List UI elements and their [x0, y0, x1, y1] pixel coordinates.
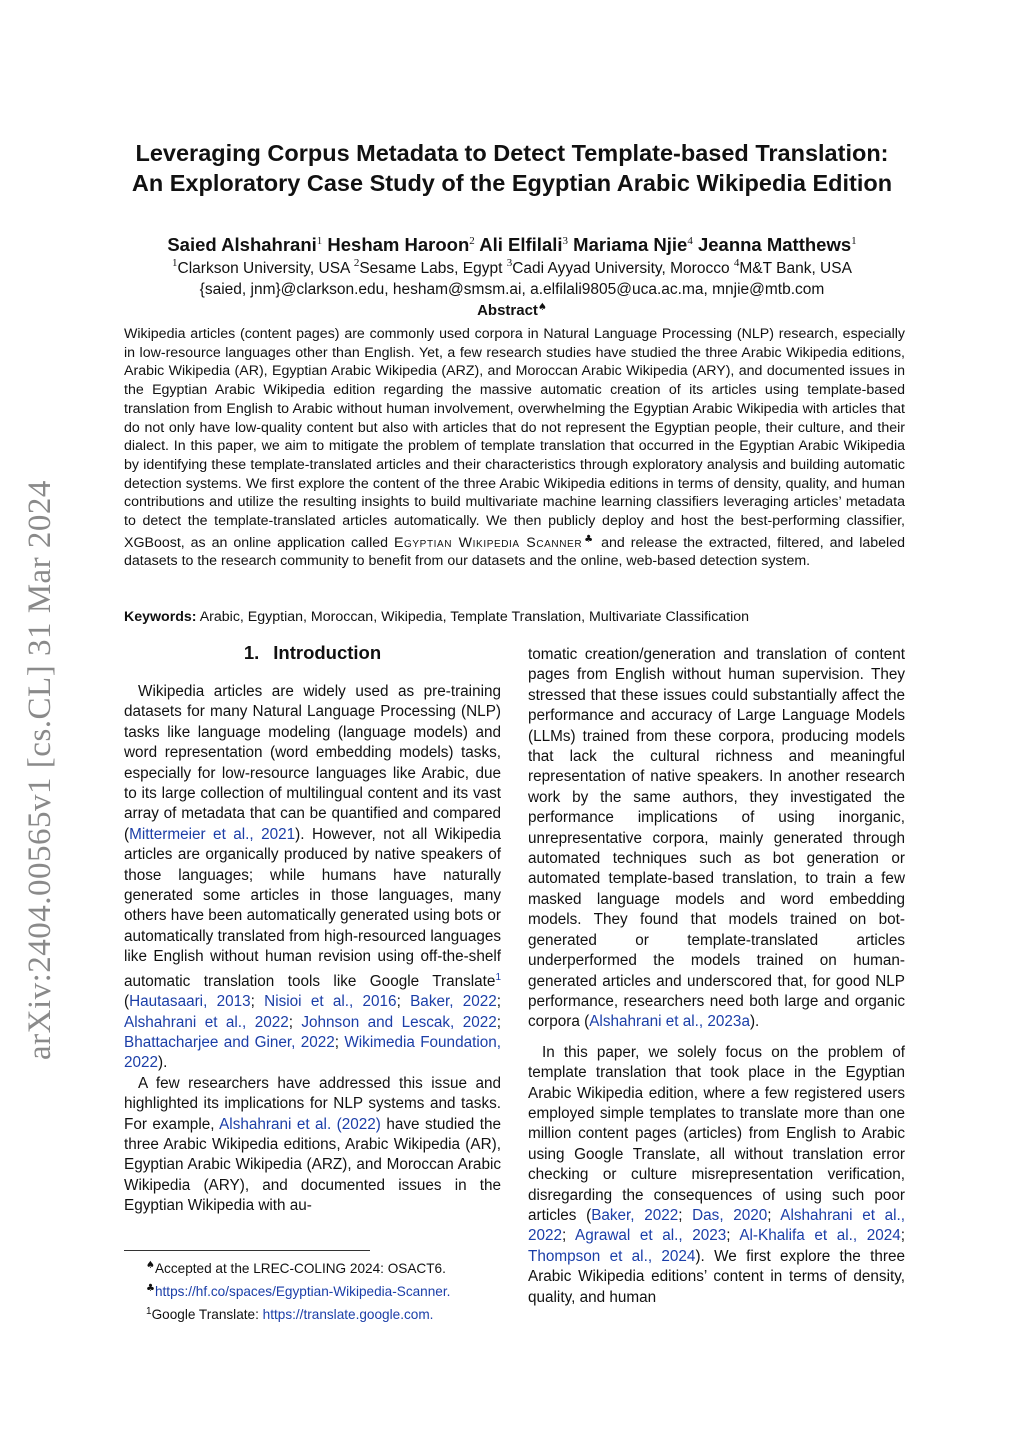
citation-link[interactable]: Al-Khalifa et al., 2024 [739, 1227, 901, 1245]
citation-link[interactable]: Agrawal et al., 2023 [575, 1227, 727, 1245]
left-column [124, 682, 501, 1217]
citation-link[interactable]: Bhattacharjee and Giner, 2022 [124, 1034, 335, 1051]
title-line-1: Leveraging Corpus Metadata to Detect Template-based Translation: [135, 140, 889, 166]
citation-link[interactable]: Johnson and Lescak, 2022 [301, 1013, 497, 1031]
section-heading: 1. Introduction [243, 642, 382, 663]
footnote: $^1$Google Translate: https://translate.google.com. [146, 1306, 434, 1322]
author: Jeanna Matthews$^1$ [697, 234, 857, 255]
citation-link[interactable]: Alshahrani et al., 2022 [528, 1206, 906, 1245]
keywords [124, 608, 905, 627]
affiliation-line: $^1$Clarkson University, USA $^2$Sesame Labs, Egypt $^3$Cadi Ayyad University, Morocco $^4$M&T Bank, USA [172, 257, 852, 277]
footnotes [124, 1256, 501, 1325]
footnote: ♣https://hf.co/spaces/Egyptian-Wikipedia-Scanner. [146, 1283, 451, 1299]
abstract-body: Wikipedia articles (content pages) are commonly used corpora in Natural Language Processing (NLP) research, especially in low-resource languages other than English. Yet, a few research studies have studied the three Arabic Wikipedia editions, Arabic Wikipedia (AR), Egyptian Arabic Wikipedia (ARZ), and Moroccan Arabic Wikipedia (ARY), and documented issues in the Egyptian Arabic Wikipedia edition regarding the massive automatic creation of its articles using template-based translation from English to Arabic without human involvement, overwhelming the Egyptian Arabic Wikipedia with articles that do not only have low-quality content but also with articles that do not represent the Egyptian people, their culture, and their dialect. In this paper, we aim to mitigate the problem of template translation that occurred in the Egyptian Arabic Wikipedia by identifying these template-translated articles and their characteristics through exploratory analysis and building automatic detection systems. We first explore the content of the three Arabic Wikipedia editions in terms of density, quality, and human contributions and utilize the resulting insights to build multivariate machine learning classifiers leveraging articles’ metadata to detect the template-translated articles automatically. We then publicly deploy and host the best-performing classifier, XGBoost, as an online application called Egyptian Wikipedia Scanner♣ and release the extracted, filtered, and labeled datasets to the research community to benefit from our datasets and the online, web-based detection system. [124, 326, 905, 570]
paragraph: Wikipedia articles are widely used as pre-training datasets for many Natural Language Processing (NLP) tasks like language modeling (language models) and word representation (word embedding models) tasks, especially for low-resource languages like Arabic, due to its large collection of multilingual content and its vast array of metadata that can be quantified and compared (Mittermeier et al., 2021). However, not all Wikipedia articles are organically produced by native speakers of those languages; while humans have naturally generated some articles in those languages, many others have been automatically generated using bots or automatically translated from high-resourced languages like English without human revision using off-the-shelf automatic translation tools like Google Translate$^1$ (Hautasaari, 2013; Nisioi et al., 2016; Baker, 2022; Alshahrani et al., 2022; Johnson and Lescak, 2022; Bhattacharjee and Giner, 2022; Wikimedia Foundation, 2022). [124, 683, 502, 1072]
author-emails: {saied, jnm}@clarkson.edu, hesham@smsm.ai, a.elfilali9805@uca.ac.ma, mnjie@mtb.com [199, 281, 825, 298]
paragraph: A few researchers have addressed this issue and highlighted its implications for NLP systems and tasks. For example, Alshahrani et al. (2022) have studied the three Arabic Wikipedia editions, Arabic Wikipedia (AR), Egyptian Arabic Wikipedia (ARZ), and Moroccan Arabic Wikipedia (ARY), and documented issues in the Egyptian Wikipedia with au- [124, 1074, 502, 1215]
citation-link[interactable]: Mittermeier et al., 2021 [129, 825, 296, 843]
arxiv-watermark: arXiv:2404.00565v1 [cs.CL] 31 Mar 2024 [22, 480, 58, 1060]
citation-link[interactable]: Das, 2020 [692, 1206, 768, 1224]
citation-link[interactable]: Wikimedia Foundation, 2022 [124, 1034, 501, 1072]
citation-link[interactable]: Baker, 2022 [591, 1206, 679, 1224]
citation-link[interactable]: Thompson et al., 2024 [528, 1247, 696, 1265]
affiliations [110, 253, 914, 300]
footnote-rule [124, 1250, 370, 1251]
footnote: ♠Accepted at the LREC-COLING 2024: OSACT6. [146, 1260, 446, 1276]
author: Mariama Njie$^4$ [573, 234, 693, 255]
footnote-link[interactable]: https://translate.google.com. [262, 1307, 434, 1322]
author: Ali Elfilali$^3$ [479, 234, 569, 255]
keywords-label: Keywords: [124, 609, 197, 625]
citation-link[interactable]: Alshahrani et al. (2022) [219, 1115, 381, 1133]
citation-link[interactable]: Hautasaari, 2013 [129, 993, 251, 1011]
app-name: Egyptian Wikipedia Scanner [393, 534, 583, 551]
citation-link[interactable]: Alshahrani et al., 2023a [589, 1013, 750, 1031]
author: Hesham Haroon$^2$ [327, 234, 475, 255]
paragraph: tomatic creation/generation and translation of content pages from English without human supervision. They stressed that these issues could substantially affect the performance and accuracy of Large Language Models (LLMs) trained from these corpora, producing models that lack the cultural richness and meaningful representation of native speakers. In another research work by the same authors, they investigated the performance implications of using inorganic, unrepresentative corpora, mainly generated through automated techniques such as bot generation or automated template-based translation, to train a few masked language models and word embedding models. They found that models trained on bot-generated or template-translated articles underperformed the models trained on human-generated articles and underscored that, for good NLP performance, researchers need both large and organic corpora (Alshahrani et al., 2023a). [528, 646, 905, 1031]
citation-link[interactable]: Nisioi et al., 2016 [264, 993, 397, 1011]
author: Saied Alshahrani$^1$ [167, 234, 323, 255]
footnote-link[interactable]: https://hf.co/spaces/Egyptian-Wikipedia-Scanner. [154, 1284, 451, 1299]
title-line-2: An Exploratory Case Study of the Egyptian Arabic Wikipedia Edition [131, 170, 893, 196]
abstract-heading: Abstract♠ [477, 302, 547, 319]
footnote-ref[interactable]: 1 [495, 971, 501, 983]
paper-title [110, 138, 914, 198]
spade-footnote-mark: ♠ [537, 302, 547, 313]
citation-link[interactable]: Alshahrani et al., 2022 [124, 1013, 289, 1031]
right-column [528, 645, 905, 1308]
paragraph: In this paper, we solely focus on the problem of template translation that took place in the Egyptian Arabic Wikipedia edition, where a few registered users employed simple templates to translate more than one million content pages (articles) from English to Arabic using Google Translate, all without translation error checking or culture misrepresentation verification, disregarding the consequences of using such poor articles (Baker, 2022; Das, 2020; Alshahrani et al., 2022; Agrawal et al., 2023; Al-Khalifa et al., 2024; Thompson et al., 2024). We first explore the three Arabic Wikipedia editions’ content in terms of density, quality, and human [528, 1043, 906, 1306]
citation-link[interactable]: Baker, 2022 [410, 993, 497, 1011]
club-footnote-mark: ♣ [582, 533, 596, 545]
keywords-list: Arabic, Egyptian, Moroccan, Wikipedia, Template Translation, Multivariate Classification [199, 609, 750, 625]
